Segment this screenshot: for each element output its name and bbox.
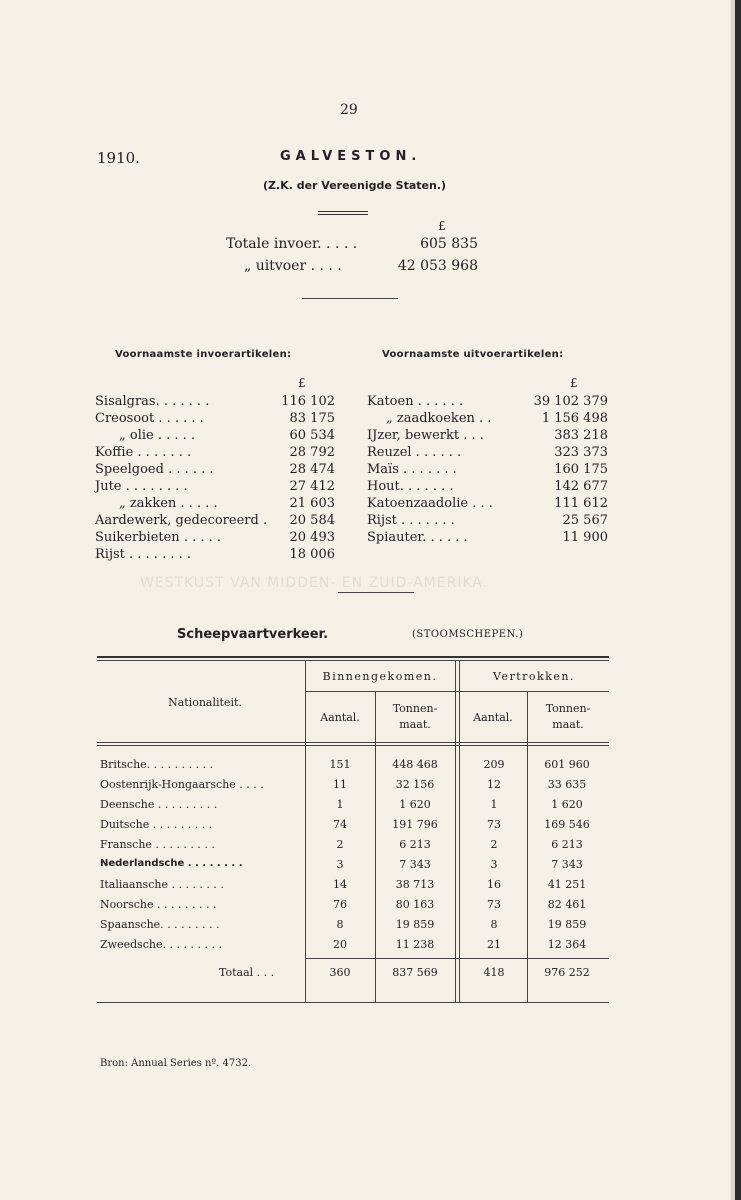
divider-double-top [318,211,368,212]
table-header-rule [97,742,609,743]
page-edge [735,0,741,1200]
total-import-value: 605 835 [420,236,478,252]
exports-heading: Voornaamste uitvoerartikelen: [382,349,564,360]
col-in-tonnage-2: maat. [399,718,431,731]
cell-in-tonnage: 448 468 [392,758,438,771]
export-item-value: 142 677 [554,479,608,494]
cell-out-number: 209 [483,758,505,771]
col-divider [375,692,376,1002]
year: 1910. [97,149,140,167]
import-item-value: 20 493 [289,530,335,545]
cell-out-tonnage: 12 364 [547,938,587,951]
export-item-name: IJzer, bewerkt . . . [367,428,484,443]
table-row-nation: Deensche . . . . . . . . . [100,798,218,811]
cell-in-number: 74 [333,818,347,831]
total-export-value: 42 053 968 [397,258,478,274]
total-in-number: 360 [329,966,351,979]
cell-in-number: 151 [329,758,351,771]
cell-in-tonnage: 38 713 [395,878,435,891]
shipping-title: Scheepvaartverkeer. [177,627,329,642]
cell-in-tonnage: 11 238 [395,938,435,951]
cell-in-tonnage: 19 859 [395,918,435,931]
col-out-tonnage-2: maat. [552,718,584,731]
cell-out-number: 8 [490,918,498,931]
cell-in-tonnage: 191 796 [392,818,438,831]
export-item-name: Katoenzaadolie . . . [367,496,493,511]
total-export-label: „ uitvoer . . . . [244,258,342,274]
col-out-tonnage: Tonnen- [545,702,591,715]
shipping-subtitle: (STOOMSCHEPEN.) [412,629,524,640]
export-item-name: Reuzel . . . . . . [367,445,462,460]
cell-in-number: 76 [333,898,347,911]
export-item-value: 383 218 [554,428,608,443]
cell-out-tonnage: 169 546 [544,818,590,831]
col-divider [455,661,456,1002]
total-import-label: Totale invoer. . . . . [226,236,358,252]
subtitle: (Z.K. der Vereenigde Staten.) [263,179,447,192]
import-item-value: 21 603 [289,496,335,511]
divider-double-bottom [318,214,368,215]
divider [338,592,414,593]
export-item-value: 111 612 [554,496,608,511]
cell-in-number: 2 [336,838,344,851]
col-group-out: Vertrokken. [493,670,575,683]
import-item-value: 28 792 [289,445,335,460]
table-row-nation: Oostenrijk-Hongaarsche . . . . [100,778,264,791]
cell-in-number: 20 [333,938,347,951]
total-row-label: Totaal . . . [219,966,275,979]
import-item-name: Koffie . . . . . . . [95,445,192,460]
table-top-rule-thin [97,660,609,661]
import-item-name: Sisalgras. . . . . . . [95,394,210,409]
cell-out-tonnage: 41 251 [547,878,587,891]
import-item-value: 116 102 [281,394,335,409]
export-item-name: Rijst . . . . . . . [367,513,455,528]
cell-out-tonnage: 1 620 [551,798,583,811]
cell-in-number: 1 [336,798,344,811]
import-item-value: 18 006 [289,547,335,562]
table-bottom-rule [97,1002,609,1003]
col-in-tonnage: Tonnen- [392,702,438,715]
import-item-name: Creosoot . . . . . . [95,411,204,426]
total-in-tonnage: 837 569 [392,966,438,979]
totals-currency: £ [438,219,446,233]
export-item-name: Katoen . . . . . . [367,394,464,409]
col-out-number: Aantal. [473,711,513,724]
cell-in-number: 3 [336,858,344,871]
cell-in-tonnage: 1 620 [399,798,431,811]
import-item-name: „ zakken . . . . . [119,496,218,511]
col-in-number: Aantal. [320,711,360,724]
table-row-nation: Zweedsche. . . . . . . . . [100,938,222,951]
cell-in-tonnage: 32 156 [395,778,435,791]
imports-heading: Voornaamste invoerartikelen: [115,349,292,360]
import-item-name: Aardewerk, gedecoreerd . [95,513,268,528]
export-item-name: Hout. . . . . . . [367,479,454,494]
table-row-nation: Nederlandsche . . . . . . . . [100,858,243,869]
table-row-nation: Duitsche . . . . . . . . . [100,818,213,831]
cell-out-number: 21 [487,938,501,951]
import-item-value: 83 175 [289,411,335,426]
cell-out-tonnage: 6 213 [551,838,583,851]
cell-out-number: 16 [487,878,501,891]
export-item-value: 160 175 [554,462,608,477]
export-item-name: Spiauter. . . . . . [367,530,468,545]
table-row-nation: Noorsche . . . . . . . . . [100,898,217,911]
table-total-rule [305,958,609,959]
cell-out-tonnage: 82 461 [547,898,587,911]
table-row-nation: Italiaansche . . . . . . . . [100,878,224,891]
export-item-value: 11 900 [562,530,608,545]
cell-out-number: 2 [490,838,498,851]
cell-out-number: 1 [490,798,498,811]
total-out-tonnage: 976 252 [544,966,590,979]
table-group-rule [305,691,609,692]
import-item-name: „ olie . . . . . [119,428,196,443]
export-item-value: 1 156 498 [541,411,608,426]
table-row-nation: Spaansche. . . . . . . . . [100,918,220,931]
cell-in-tonnage: 7 343 [399,858,431,871]
export-item-name: „ zaadkoeken . . [386,411,492,426]
col-group-in: Binnengekomen. [322,670,438,683]
page-title: GALVESTON. [280,149,422,164]
col-nationality: Nationaliteit. [168,696,242,709]
export-item-value: 25 567 [562,513,608,528]
page-number: 29 [340,102,358,118]
cell-out-number: 73 [487,818,501,831]
import-item-value: 20 584 [289,513,335,528]
cell-out-tonnage: 19 859 [547,918,587,931]
cell-out-number: 73 [487,898,501,911]
export-item-value: 39 102 379 [533,394,608,409]
cell-out-number: 3 [490,858,498,871]
cell-out-tonnage: 601 960 [544,758,590,771]
export-item-name: Maïs . . . . . . . [367,462,457,477]
export-item-value: 323 373 [554,445,608,460]
cell-out-tonnage: 33 635 [547,778,587,791]
cell-in-number: 11 [333,778,347,791]
cell-in-number: 14 [333,878,347,891]
import-item-value: 60 534 [289,428,335,443]
table-row-nation: Fransche . . . . . . . . . [100,838,215,851]
total-out-number: 418 [483,966,505,979]
table-header-rule-thin [97,745,609,746]
cell-in-tonnage: 80 163 [395,898,435,911]
cell-out-number: 12 [487,778,501,791]
cell-out-tonnage: 7 343 [551,858,583,871]
table-top-rule [97,656,609,658]
import-item-name: Jute . . . . . . . . [95,479,188,494]
exports-currency: £ [570,376,578,390]
bleed-through-text: WESTKUST VAN MIDDEN- EN ZUID-AMERIKA. [140,575,489,591]
import-item-name: Suikerbieten . . . . . [95,530,222,545]
import-item-value: 28 474 [289,462,335,477]
table-row-nation: Britsche. . . . . . . . . . [100,758,214,771]
import-item-name: Rijst . . . . . . . . [95,547,191,562]
divider [302,298,398,299]
imports-currency: £ [298,376,306,390]
import-item-name: Speelgoed . . . . . . [95,462,214,477]
source-note: Bron: Annual Series nº. 4732. [100,1058,252,1069]
cell-in-number: 8 [336,918,344,931]
cell-in-tonnage: 6 213 [399,838,431,851]
import-item-value: 27 412 [289,479,335,494]
